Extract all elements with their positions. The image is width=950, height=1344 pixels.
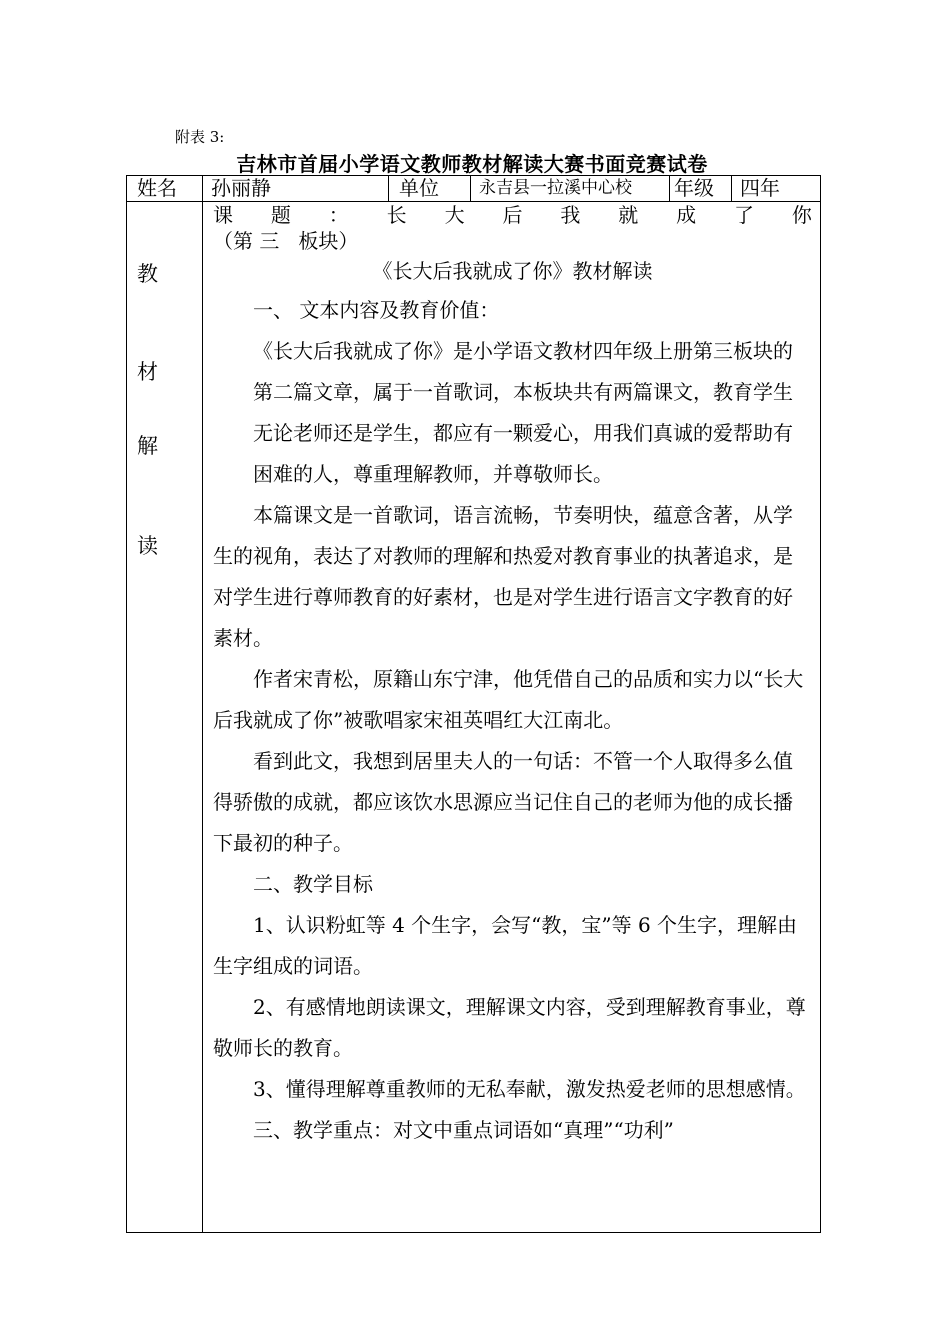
- side-char: 教: [137, 262, 158, 286]
- content-cell: [203, 202, 821, 1233]
- name-value: 孙丽静: [203, 176, 389, 202]
- unit-value: 永吉县一拉溪中心校: [471, 176, 670, 202]
- goal-1: 1、认识粉虹等 4 个生字，会写“教，宝”等 6 个生字，理解由生字组成的词语。: [213, 913, 798, 978]
- goal-2: 2、有感情地朗读课文，理解课文内容，受到理解教育事业，尊敬师长的教育。: [213, 995, 806, 1060]
- paragraph-1: 《长大后我就成了你》是小学语文教材四年级上册第三板块的第二篇文章，属于一首歌词，本板块共有两篇课文，教育学生无论老师还是学生，都应有一颗爱心，用我们真诚的爱帮助有困难的人，尊重理解教师，并尊敬师长。: [253, 339, 793, 486]
- page-title: 吉林市首届小学语文教师教材解读大赛书面竞赛试卷: [236, 152, 708, 176]
- header-row: [127, 176, 821, 202]
- paragraph-3: 作者宋青松，原籍山东宁津，他凭借自己的品质和实力以“长大后我就成了你”被歌唱家宋祖英唱红大江南北。: [213, 667, 804, 732]
- topic-subline: （第 三 板块）: [213, 229, 359, 253]
- section-3-title: 三、教学重点：对文中重点词语如“真理”“功利”: [253, 1118, 674, 1142]
- goal-3: 3、懂得理解尊重教师的无私奉献，激发热爱老师的思想感情。: [253, 1077, 806, 1101]
- section-side-label: [127, 202, 203, 1233]
- grade-label: 年级: [670, 176, 732, 202]
- content-body: [203, 202, 820, 1232]
- paragraph-4: 看到此文，我想到居里夫人的一句话：不管一个人取得多么值得骄傲的成就，都应该饮水思源应当记住自己的老师为他的成长播下最初的种子。: [213, 749, 793, 855]
- unit-label: 单位: [389, 176, 471, 202]
- grade-value: 四年: [732, 176, 821, 202]
- topic-line: 课 题 ： 长 大 后 我 就 成 了 你: [213, 203, 812, 227]
- side-char: 读: [137, 534, 158, 558]
- paragraph-2: 本篇课文是一首歌词，语言流畅，节奏明快，蕴意含著，从学生的视角，表达了对教师的理解和热爱对教育事业的执著追求，是对学生进行尊师教育的好素材，也是对学生进行语言文字教育的好素材。: [213, 503, 793, 650]
- name-label: 姓名: [127, 176, 203, 202]
- side-char: 解: [137, 434, 158, 458]
- side-char: 材: [137, 360, 158, 384]
- exam-form-table: [126, 175, 821, 1233]
- body-row: [127, 202, 821, 1233]
- attachment-label: 附表 3:: [175, 128, 225, 146]
- section-1-title: 一、 文本内容及教育价值：: [253, 298, 500, 322]
- section-2-title: 二、教学目标: [253, 872, 373, 896]
- content-heading: 《长大后我就成了你》教材解读: [372, 259, 653, 283]
